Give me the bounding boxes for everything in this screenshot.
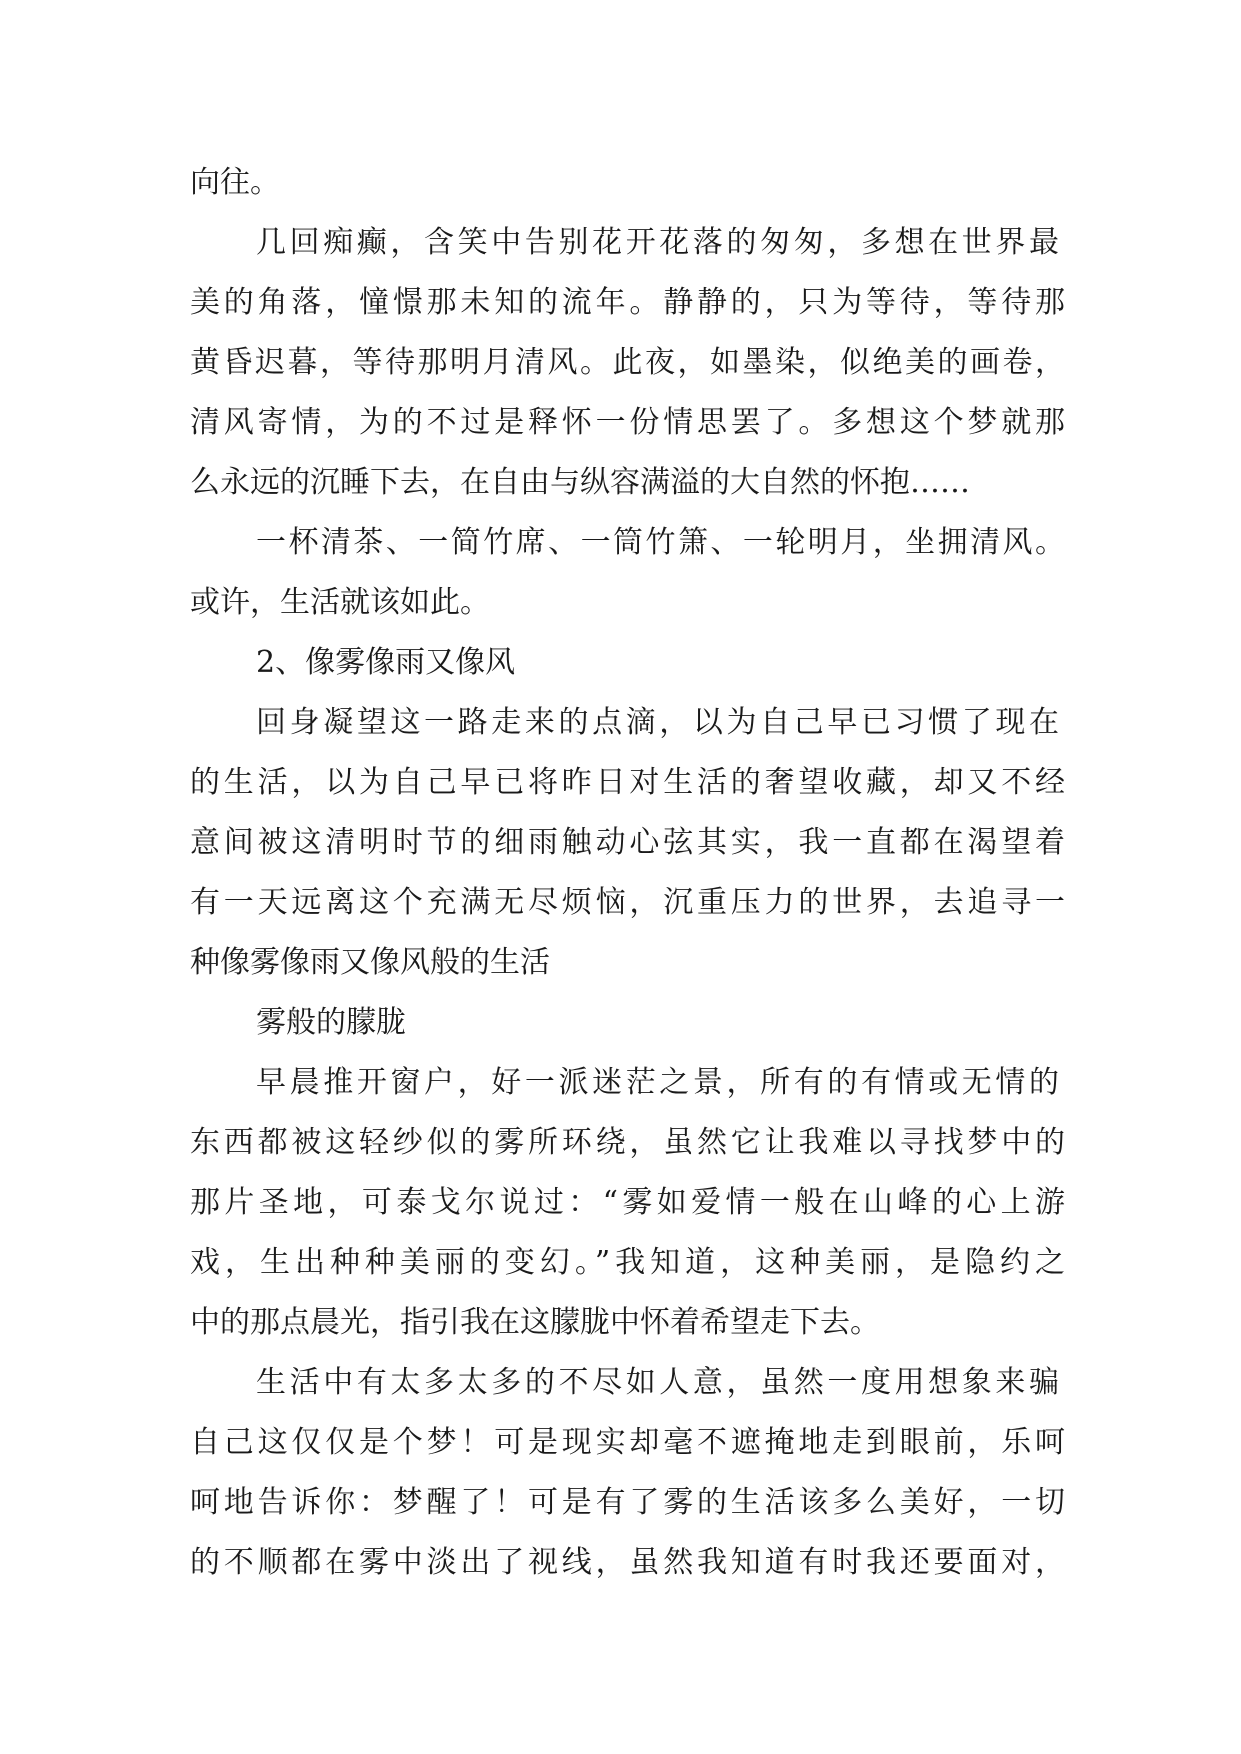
- paragraph-first-line: 回身凝望这一路走来的点滴，以为自己早已习惯了现在: [256, 705, 1059, 740]
- paragraph-first-line: 生活中有太多太多的不尽如人意，虽然一度用想象来骗: [256, 1365, 1059, 1400]
- section-heading: 2、像雾像雨又像风: [256, 645, 516, 680]
- text-line: 中的那点晨光，指引我在这朦胧中怀着希望走下去。: [190, 1305, 880, 1340]
- text-line: 东西都被这轻纱似的雾所环绕，虽然它让我难以寻找梦中的: [190, 1125, 1065, 1160]
- text-line: 那片圣地，可泰戈尔说过：“雾如爱情一般在山峰的心上游: [190, 1185, 1065, 1220]
- text-line: 的不顺都在雾中淡出了视线，虽然我知道有时我还要面对，: [190, 1545, 1065, 1580]
- text-line: 或许，生活就该如此。: [190, 585, 490, 620]
- text-line: 戏，生出种种美丽的变幻。”我知道，这种美丽，是隐约之: [190, 1245, 1065, 1280]
- sub-heading: 雾般的朦胧: [256, 1005, 406, 1040]
- text-line: 黄昏迟暮，等待那明月清风。此夜，如墨染，似绝美的画卷，: [190, 345, 1065, 380]
- text-line: 有一天远离这个充满无尽烦恼，沉重压力的世界，去追寻一: [190, 885, 1065, 920]
- text-line: 么永远的沉睡下去，在自由与纵容满溢的大自然的怀抱……: [190, 465, 970, 500]
- text-line: 向往。: [190, 165, 280, 200]
- text-line: 意间被这清明时节的细雨触动心弦其实，我一直都在渴望着: [190, 825, 1065, 860]
- text-line: 种像雾像雨又像风般的生活: [190, 945, 550, 980]
- text-line: 清风寄情，为的不过是释怀一份情思罢了。多想这个梦就那: [190, 405, 1065, 440]
- text-line: 呵地告诉你：梦醒了！可是有了雾的生活该多么美好，一切: [190, 1485, 1065, 1520]
- text-line: 的生活，以为自己早已将昨日对生活的奢望收藏，却又不经: [190, 765, 1065, 800]
- text-line: 美的角落，憧憬那未知的流年。静静的，只为等待，等待那: [190, 285, 1065, 320]
- text-line: 自己这仅仅是个梦！可是现实却毫不遮掩地走到眼前，乐呵: [190, 1425, 1065, 1460]
- paragraph-first-line: 几回痴癫，含笑中告别花开花落的匆匆，多想在世界最: [256, 225, 1059, 260]
- paragraph-first-line: 早晨推开窗户，好一派迷茫之景，所有的有情或无情的: [256, 1065, 1059, 1100]
- paragraph-first-line: 一杯清茶、一简竹席、一筒竹箫、一轮明月，坐拥清风。: [256, 525, 1065, 560]
